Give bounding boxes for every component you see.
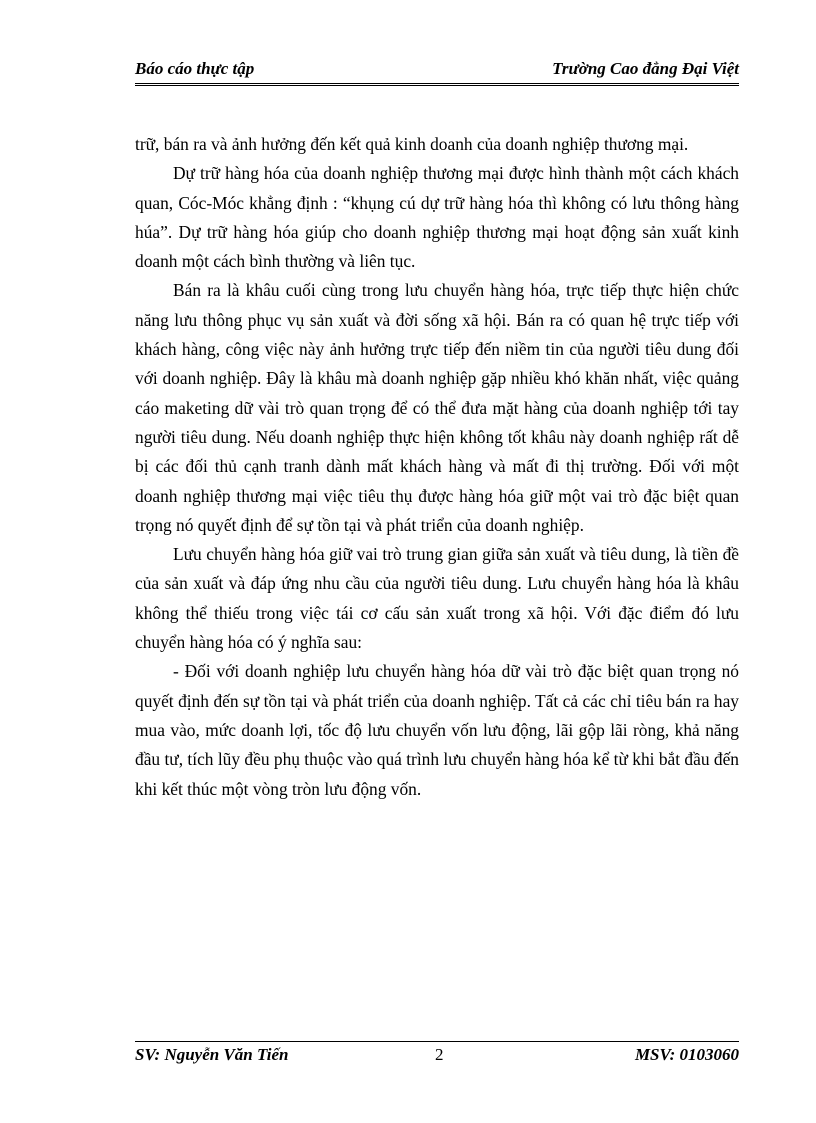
- paragraph-continuation: trữ, bán ra và ảnh hưởng đến kết quả kinh doanh của doanh nghiệp thương mại.: [135, 134, 689, 154]
- page-number: 2: [435, 1045, 444, 1064]
- paragraph-circulation: Lưu chuyển hàng hóa giữ vai trò trung gian giữa sản xuất và tiêu dung, là tiền đề của sản xuất và đáp ứng nhu cầu của người tiêu dung. Lưu chuyển hàng hóa là khâu không thể thiếu trong việc tái cơ cấu sản xuất trong xã hội. Với đặc điểm đó lưu chuyển hàng hóa có ý nghĩa sau:: [135, 544, 739, 653]
- header-school-name: Trường Cao đẳng Đại Việt: [552, 59, 739, 78]
- page-footer: [135, 1045, 739, 1069]
- footer-student-id: MSV: 0103060: [634, 1045, 739, 1064]
- paragraph-significance: - Đối với doanh nghiệp lưu chuyển hàng hóa dữ vài trò đặc biệt quan trọng nó quyết định đến sự tồn tại và phát triển của doanh nghiệp. Tất cả các chỉ tiêu bán ra hay mua vào, mức doanh lợi, tốc độ lưu chuyển vốn lưu động, lãi gộp lãi ròng, khả năng đầu tư, tích lũy đều phụ thuộc vào quá trình lưu chuyển hàng hóa kể từ khi bắt đầu đến khi kết thúc một vòng tròn lưu động vốn.: [135, 661, 739, 799]
- header-report-title: Báo cáo thực tập: [135, 59, 255, 78]
- document-body: [135, 130, 739, 804]
- paragraph-sales: Bán ra là khâu cuối cùng trong lưu chuyển hàng hóa, trực tiếp thực hiện chức năng lưu thông phục vụ sản xuất và đời sống xã hội. Bán ra có quan hệ trực tiếp với khách hàng, công việc này ảnh hưởng trực tiếp đến niềm tin của người tiêu dung đối với doanh nghiệp. Đây là khâu mà doanh nghiệp gặp nhiều khó khăn nhất, việc quảng cáo maketing dữ vài trò quan trọng để có thể đưa mặt hàng của doanh nghiệp tới tay người tiêu dung. Nếu doanh nghiệp thực hiện không tốt khâu này doanh nghiệp rất dễ bị các đối thủ cạnh tranh dành mất khách hàng và mất đi thị trường. Đối với một doanh nghiệp thương mại việc tiêu thụ được hàng hóa giữ một vai trò đặc biệt quan trọng nó quyết định để sự tồn tại và phát triển của doanh nghiệp.: [135, 280, 739, 535]
- footer-divider: [135, 1041, 739, 1042]
- paragraph-inventory: Dự trữ hàng hóa của doanh nghiệp thương mại được hình thành một cách khách quan, Cóc-Móc khẳng định : “khụng cú dự trữ hàng hóa thì không có lưu thông hàng húa”. Dự trữ hàng hóa giúp cho doanh nghiệp thương mại hoạt động sản xuất kinh doanh một cách bình thường và liên tục.: [135, 163, 739, 272]
- footer-student-name: SV: Nguyễn Văn Tiến: [135, 1045, 289, 1064]
- page-header: [135, 57, 739, 86]
